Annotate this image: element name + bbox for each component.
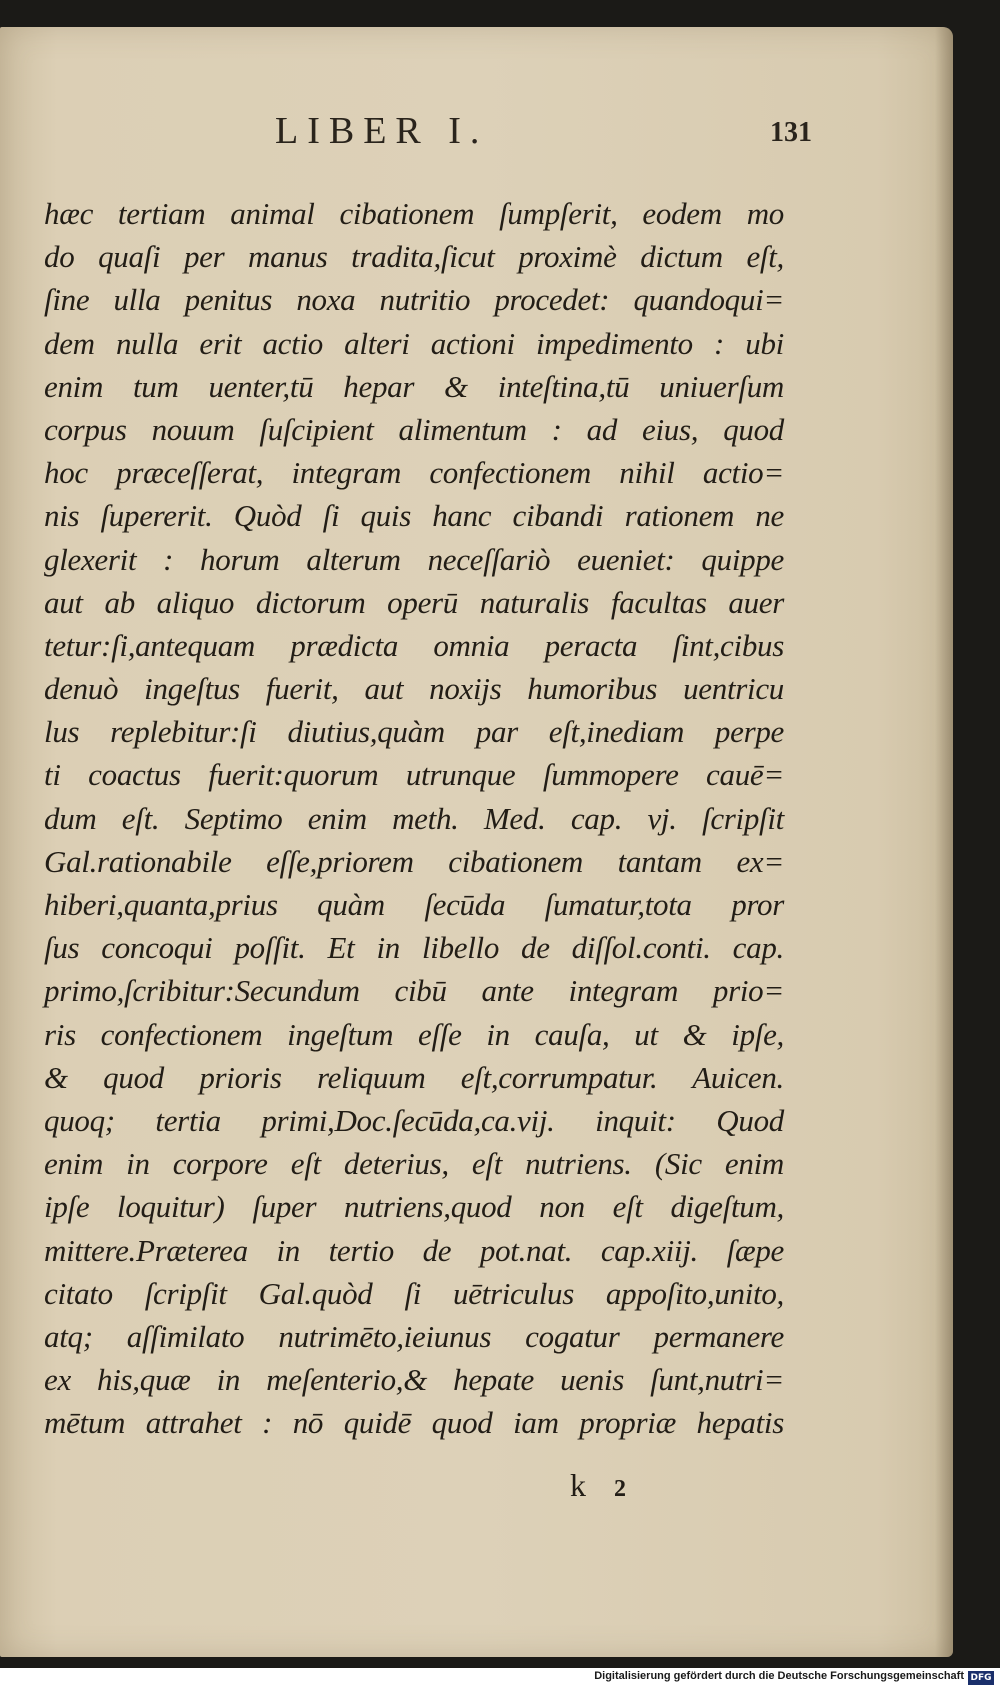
text-line: hæc tertiam animal cibationem ſumpſerit, eodem mo	[44, 196, 784, 231]
text-line: hiberi,quanta,prius quàm ſecūda ſumatur,tota pror	[44, 887, 784, 922]
text-line: mittere.Præterea in tertio de pot.nat. cap.xiij. ſæpe	[44, 1232, 784, 1268]
text-line: quoq; tertia primi,Doc.ſecūda,ca.vij. inquit: Quod	[44, 1102, 784, 1138]
page-number: 131	[770, 117, 812, 148]
text-line: atq; aſſimilato nutrimēto,ieiunus cogatur permanere	[44, 1318, 784, 1354]
text-line: ſine ulla penitus noxa nutritio procedet: quandoqui=	[44, 282, 784, 318]
text-line: aut ab aliquo dictorum operū naturalis facultas auer	[44, 584, 784, 620]
text-line: lus replebitur:ſi diutius,quàm par eſt,inediam perpe	[44, 714, 784, 750]
text-line: ris confectionem ingeſtum eſſe in cauſa, ut & ipſe,	[44, 1016, 784, 1052]
text-line: dem nulla erit actio alteri actioni impedimento : ubi	[44, 325, 784, 361]
page-edge-shadow	[935, 27, 953, 1657]
text-line: glexerit : horum alterum neceſſariò eueniet: quippe	[44, 541, 784, 577]
text-line: ipſe loquitur) ſuper nutriens,quod non eſt digeſtum,	[44, 1189, 784, 1225]
text-line: enim in corpore eſt deterius, eſt nutriens. (Sic enim	[44, 1146, 784, 1182]
text-line: hoc præceſſerat, integram confectionem nihil actio=	[44, 455, 784, 491]
text-line: primo,ſcribitur:Secundum cibū ante integram prio=	[44, 973, 784, 1009]
page-header	[0, 109, 953, 159]
text-line: mētum attrahet : nō quidē quod iam propriæ hepatis	[44, 1405, 784, 1441]
text-line: citato ſcripſit Gal.quòd ſi uētriculus appoſito,unito,	[44, 1275, 784, 1311]
dfg-logo-icon: DFG	[968, 1671, 994, 1685]
digitization-credit: Digitalisierung gefördert durch die Deutsche Forschungsgemeinschaft	[594, 1670, 964, 1682]
text-line: ti coactus fuerit:quorum utrunque ſummopere cauē=	[44, 757, 784, 793]
text-block	[44, 192, 784, 1444]
text-line: & quod prioris reliquum eſt,corrumpatur. Auicen.	[44, 1059, 784, 1095]
text-line: nis ſupererit. Quòd ſi quis hanc cibandi rationem ne	[44, 498, 784, 534]
running-head: LIBER I.	[275, 110, 489, 152]
text-line: denuò ingeſtus fuerit, aut noxijs humoribus uentricu	[44, 671, 784, 707]
text-line: ex his,quæ in meſenterio,& hepate uenis ſunt,nutri=	[44, 1362, 784, 1398]
digitization-footer	[0, 1668, 1000, 1689]
text-line: tetur:ſi,antequam prædicta omnia peracta ſint,cibus	[44, 627, 784, 663]
signature-mark	[570, 1467, 626, 1504]
signature-letter: k	[570, 1467, 586, 1503]
text-line: Gal.rationabile eſſe,priorem cibationem tantam ex=	[44, 843, 784, 879]
text-line: enim tum uenter,tū hepar & inteſtina,tū uniuerſum	[44, 368, 784, 404]
text-line: corpus nouum ſuſcipient alimentum : ad eius, quod	[44, 411, 784, 447]
signature-number: 2	[614, 1476, 626, 1502]
text-line: dum eſt. Septimo enim meth. Med. cap. vj. ſcripſit	[44, 800, 784, 836]
book-page	[0, 27, 953, 1657]
text-line: ſus concoqui poſſit. Et in libello de diſſol.conti. cap.	[44, 930, 784, 966]
text-line: do quaſi per manus tradita,ſicut proximè dictum eſt,	[44, 239, 784, 275]
